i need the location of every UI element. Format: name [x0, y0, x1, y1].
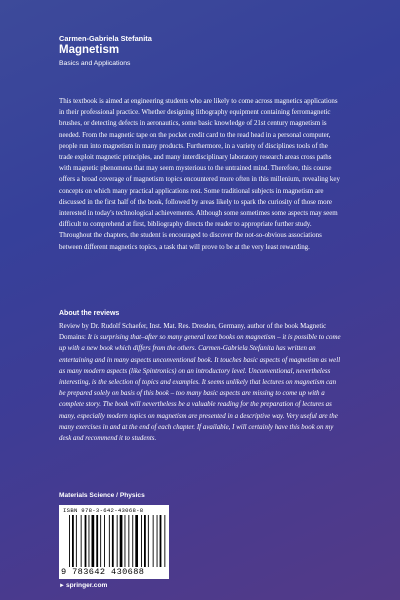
- reviews-heading: About the reviews: [59, 310, 120, 317]
- barcode-box: [59, 505, 169, 579]
- book-subtitle: Basics and Applications: [59, 60, 131, 67]
- book-description: This textbook is aimed at engineering students who are likely to come across magnetics applications in their professional practice. Whether designing lithography equipment containing ferromagnetic brushes, or detecting defects in aeronautics, some basic knowledge of 21st century magnetism is needed. From the magnetic tape on the pocket credit card to the read head in a personal computer, people run into magnetism in many products. Furthermore, in a variety of disciplines tools of the trade exploit magnetic principles, and many interdisciplinary laboratory research areas cross paths with magnetic phenomena that may seem mysterious to the untrained mind. Therefore, this course offers a broad coverage of magnetism topics encountered more often in this millenium, revealing key concepts on which many practical applications rest. Some traditional subjects in magnetism are discussed in the first half of the book, followed by areas likely to spark the curiosity of those more interested in today's technological achievements. Although some sometimes some aspects may seem difficult to comprehend at first, bibliography directs the reader to appropriate further study. Throughout the chapters, the student is encouraged to discover the not-so-obvious associations between different magnetics topics, a task that will prove to be at the very least rewarding.: [59, 97, 340, 251]
- review-text: [59, 321, 342, 444]
- isbn-label: ISBN 978-3-642-43068-8: [63, 507, 144, 514]
- barcode-icon: [67, 515, 167, 567]
- review-quote: It is surprising that–after so many general text books on magnetism – it is possible to come up with a new book which differs from the others. Carmen-Gabriela Stefanita has written an entertaining and in many aspects unconventional book. It touches basic aspects of magnetism as well as many modern aspects (like Spintronics) on an introductory level. Unconventional, nevertheless interesting, is the selection of topics and examples. It seems unlikely that lectures on magnetism can be prepared solely on basis of this book – too many basic aspects are missing to come up with a complete story. The book will nevertheless be a valuable reading for the preparation of lectures as many, especially modern topics on magnetism are presented in a descriptive way. Very useful are the many exercises in and at the end of each chapter. If available, I will certainly have this book on my desk and recommend it to students.: [59, 333, 341, 443]
- website-label: springer.com: [65, 582, 108, 589]
- publisher-website: [59, 582, 107, 589]
- review-intro: Review by Dr. Rudolf Schaefer, Inst. Mat. Res. Dresden, Germany, author of the book Magnetic Domains:: [59, 322, 327, 342]
- barcode-number: 9 783642 430688: [61, 567, 145, 577]
- book-title: Magnetism: [59, 44, 120, 56]
- arrow-icon: ►: [59, 583, 65, 589]
- subject-category: Materials Science / Physics: [59, 492, 145, 499]
- author-name: Carmen-Gabriela Stefanita: [59, 34, 152, 43]
